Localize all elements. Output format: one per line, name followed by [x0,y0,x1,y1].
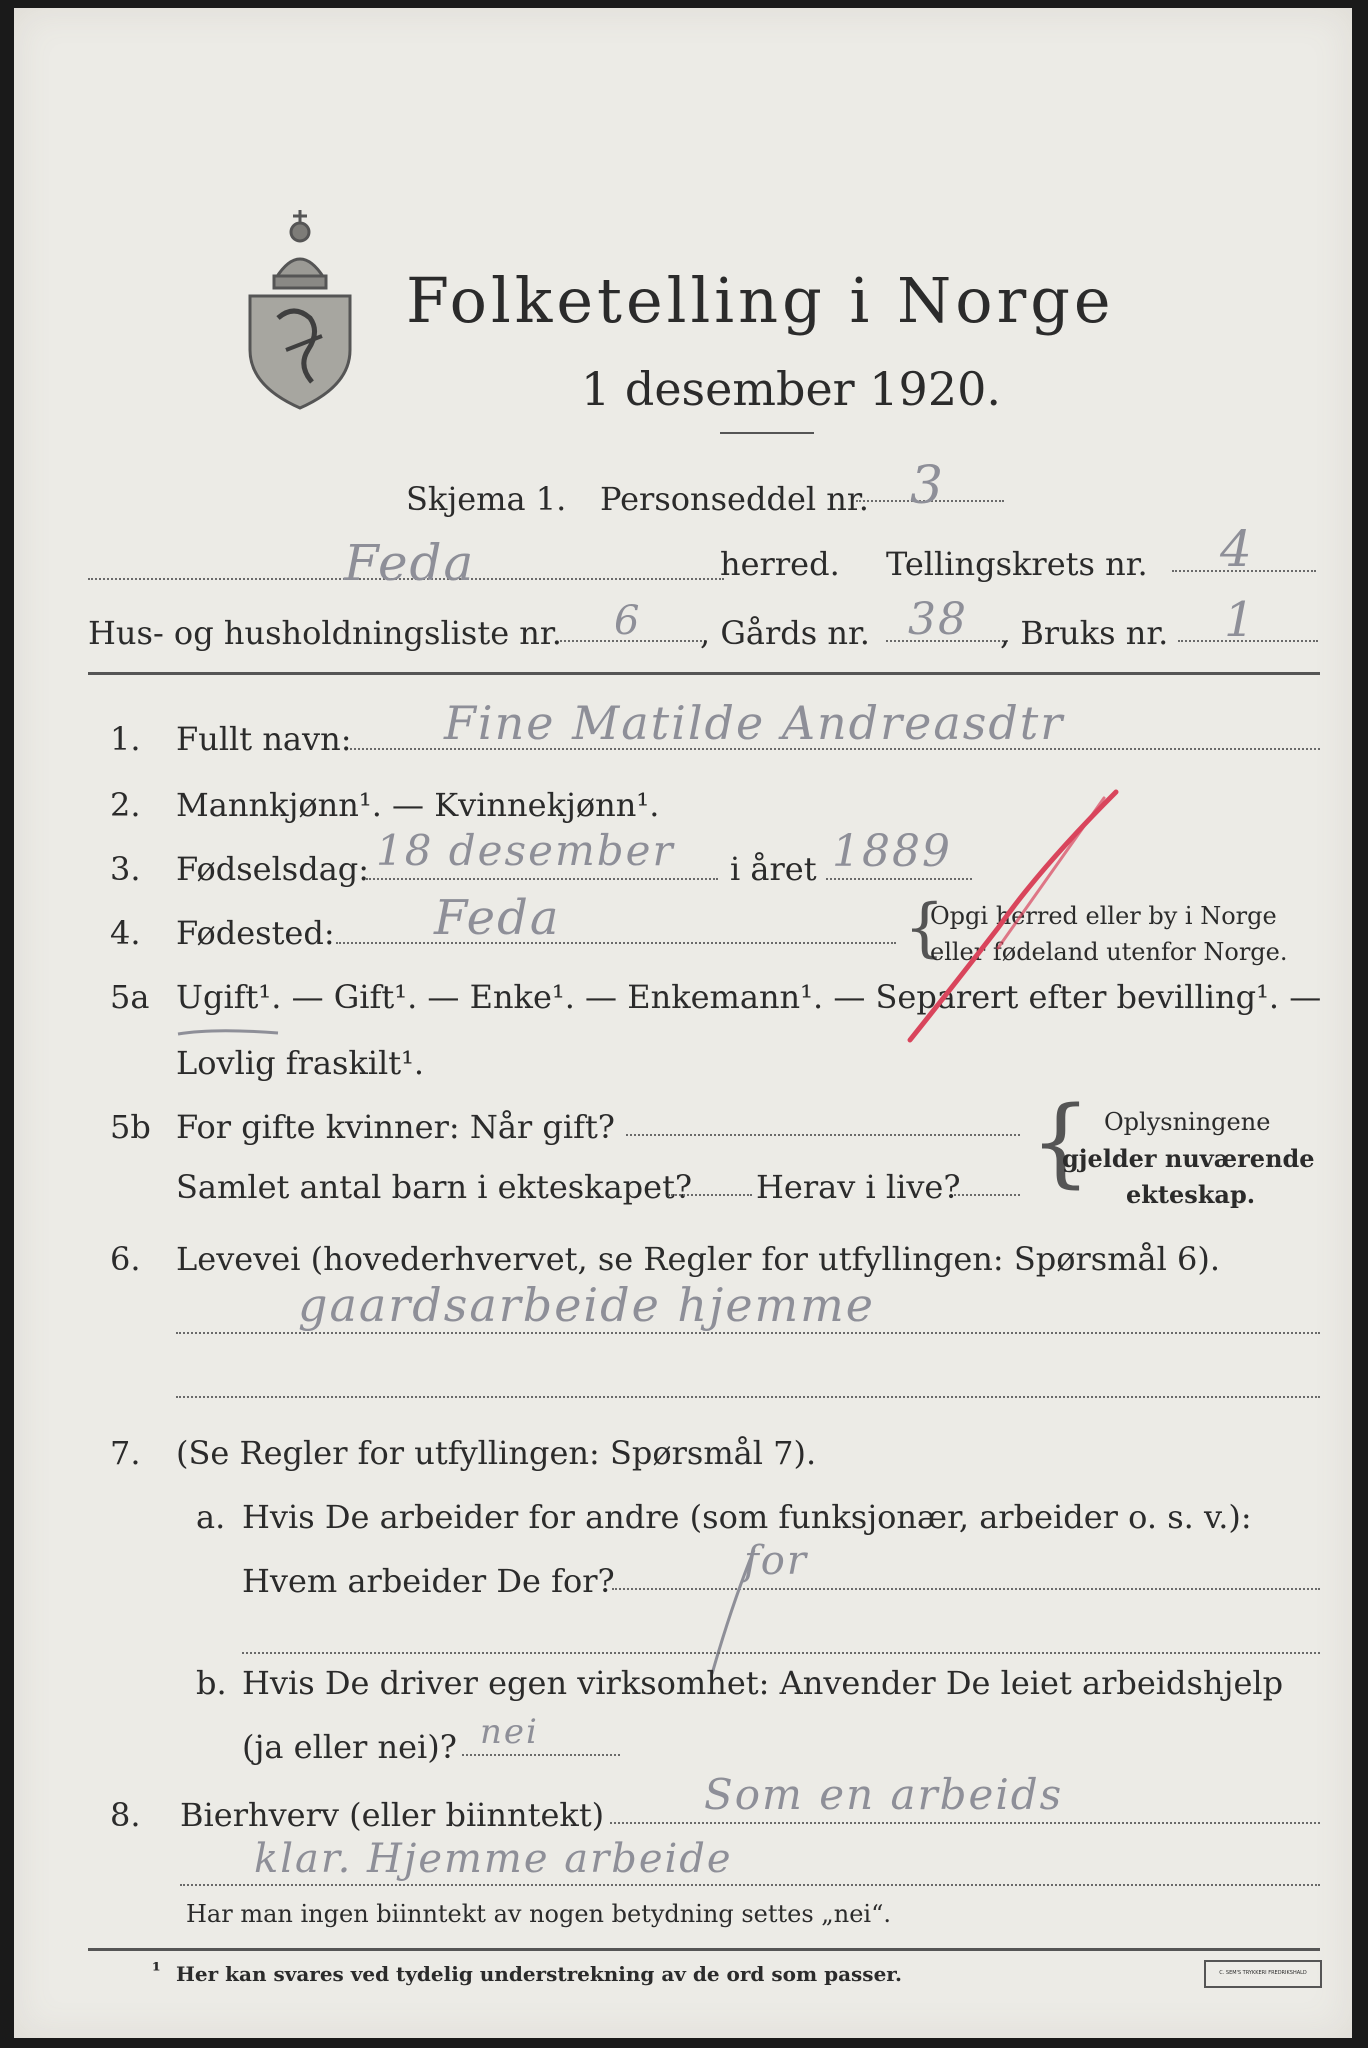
q7b-letter: b. [196,1664,227,1702]
year-label: i året [730,850,817,888]
header-divider [88,672,1320,675]
personseddel-value: 3 [910,456,946,516]
gards-value: 38 [908,594,968,645]
birthplace-note-line1: Opgi herred eller by i Norge [930,902,1277,930]
bruks-value: 1 [1224,592,1257,648]
q7-number: 7. [110,1434,141,1472]
marriage-note-line2: gjelder nuværende [1062,1144,1315,1173]
side-income-note: Har man ingen biinntekt av nogen betydning settes „nei“. [186,1900,891,1928]
q3-number: 3. [110,850,141,888]
tellingskrets-label: Tellingskrets nr. [886,545,1148,583]
q2-number: 2. [110,786,141,824]
gards-label: , Gårds nr. [700,614,870,652]
title-divider [720,432,814,434]
q7a-letter: a. [196,1498,226,1536]
herred-label: herred. [720,545,840,583]
bruks-label: , Bruks nr. [1000,614,1169,652]
q1-label: Fullt navn: [176,720,352,758]
husliste-value: 6 [614,598,642,644]
full-name-value: Fine Matilde Andreasdtr [444,696,1065,750]
form-title: Folketelling i Norge [406,264,1115,337]
red-pencil-mark [880,778,1130,1048]
employer-value: for [744,1538,809,1584]
occupation-label: Levevei (hovederhvervet, se Regler for utfyllingen: Spørsmål 6). [176,1240,1221,1278]
hired-help-value: nei [480,1712,539,1752]
side-income-value-line2: klar. Hjemme arbeide [254,1836,733,1882]
gender-options: Mannkjønn¹. — Kvinnekjønn¹. [176,786,660,824]
q6-number: 6. [110,1240,141,1278]
tellingskrets-value: 4 [1220,520,1254,578]
q7-label: (Se Regler for utfyllingen: Spørsmål 7). [176,1434,817,1472]
marriage-note-line3: ekteskap. [1126,1180,1256,1209]
husliste-label: Hus- og husholdningsliste nr. [88,614,562,652]
coat-of-arms-icon [236,200,364,412]
footnote-text: Her kan svares ved tydelig understrekning av de ord som passer. [176,1962,902,1986]
census-form-sheet: Folketelling i Norge 1 desember 1920. Skjema 1. Personseddel nr. 3 Feda herred. Tellingskrets nr. 4 Hus- og husholdningsliste nr. 6 , Gårds nr. 38 , Bruks nr. 1 1. Fullt navn: Fine Matilde Andreasdtr 2. Mannkjønn¹. — Kvinnekjønn¹. 3. Fødselsdag: 18 desember i året 1889 4. Fødested: Feda { Opgi herred eller by i Norge eller fødeland utenfor Norge. 5a Ugift¹. — Gift¹. — Enke¹. — Enkemann¹. — Separert efter bevilling¹. — Lovlig fraskilt¹. 5b For gifte kvinner: Når gift? Samlet antal barn i ekteskapet? Herav i live? { Oplysningene gjelder nuværende ekteskap. 6. Levevei (hovederhvervet, se Regler for utfyllingen: Spørsmål 6). gaardsarbeide hjemme 7. (Se Regler for utfyllingen: Spørsmål 7). a. Hvis De arbeider for andre (som funksjonær, arbeider o. s. v.): Hvem arbeider De for? for b. Hvis De driver egen virksomhet: Anvender De leiet arbeidshjelp (ja eller nei)? nei 8. Bierhverv (eller biinntekt) Som en arbeids klar. Hjemme arbeide Har man ingen biinntekt av nogen betydning settes „nei“. ¹ Her kan svares ved tydelig understrekning av de ord som passer. C. SEM'S TRYKKERI FREDRIKSHALD [14,8,1352,2038]
side-income-label: Bierhverv (eller biinntekt) [180,1796,605,1834]
q4-label: Fødested: [176,914,335,952]
q8-number: 8. [110,1796,141,1834]
q7a-line2: Hvem arbeider De for? [242,1562,615,1600]
census-date: 1 desember 1920. [581,362,1001,416]
side-income-value-line1: Som en arbeids [704,1770,1064,1819]
q4-number: 4. [110,914,141,952]
marital-status-line2: Lovlig fraskilt¹. [176,1044,425,1082]
q1-number: 1. [110,720,141,758]
q7b-line2: (ja eller nei)? [242,1728,457,1766]
q5a-number: 5a [110,978,150,1016]
skjema-label: Skjema 1. [406,480,567,518]
occupation-value: gaardsarbeide hjemme [298,1278,875,1332]
birthplace-value: Feda [434,890,561,946]
birthplace-note-line2: eller fødeland utenfor Norge. [930,938,1288,966]
q7a-line1: Hvis De arbeider for andre (som funksjonær, arbeider o. s. v.): [242,1498,1252,1536]
q3-label: Fødselsdag: [176,850,370,888]
employer-strike [702,1544,762,1684]
q7b-line1: Hvis De driver egen virksomhet: Anvender De leiet arbeidshjelp [242,1664,1284,1702]
birthday-value: 18 desember [376,826,675,875]
q5b-number: 5b [110,1108,151,1146]
children-count-label: Samlet antal barn i ekteskapet? [176,1168,693,1206]
children-alive-label: Herav i live? [756,1168,961,1206]
footnote-marker: ¹ [152,1958,161,1982]
ugift-underline [174,1024,284,1040]
printer-stamp: C. SEM'S TRYKKERI FREDRIKSHALD [1204,1960,1322,1988]
marital-status-options: Ugift¹. — Gift¹. — Enke¹. — Enkemann¹. — Separert efter bevilling¹. — [176,978,1322,1016]
married-women-label: For gifte kvinner: Når gift? [176,1108,615,1146]
footnote-divider [88,1948,1320,1951]
birth-year-value: 1889 [832,826,952,877]
personseddel-label: Personseddel nr. [600,480,869,518]
marriage-note-line1: Oplysningene [1104,1108,1271,1136]
herred-value: Feda [344,534,476,592]
